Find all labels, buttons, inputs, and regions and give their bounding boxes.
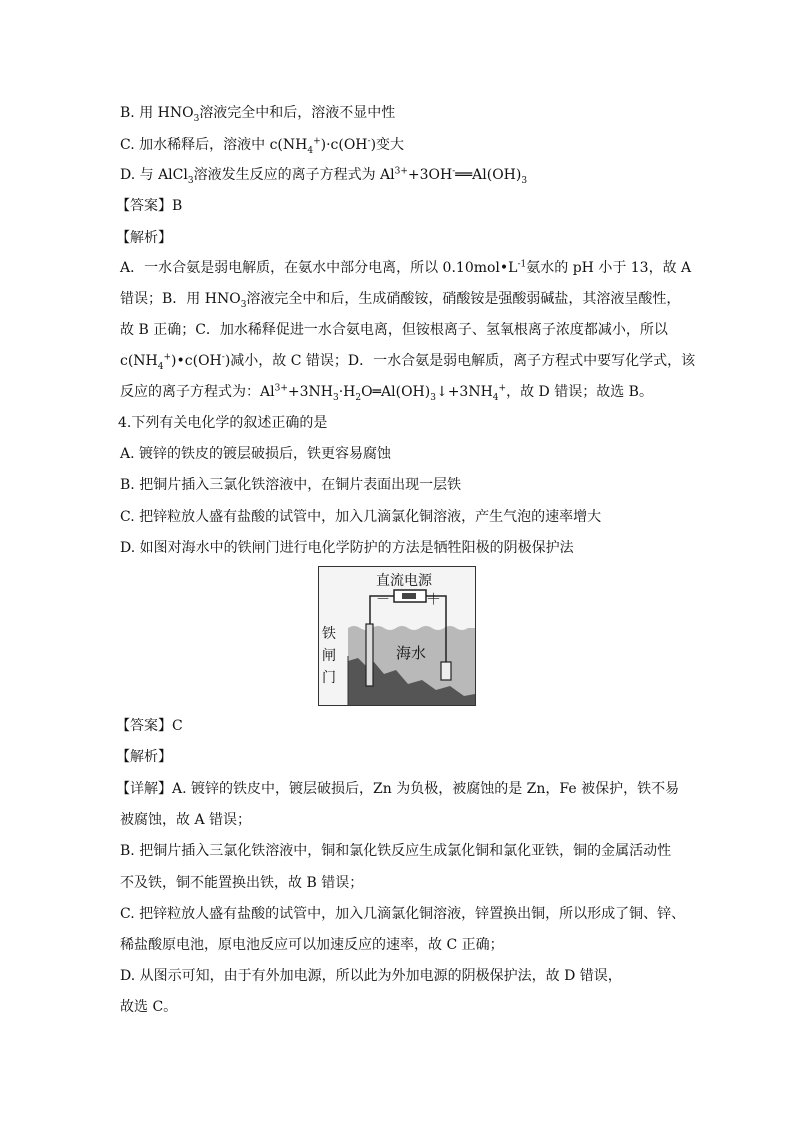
q3-analysis-title: 【解析】 — [116, 230, 172, 246]
q4-analysis-line-1: 【详解】A. 镀锌的铁皮中，镀层破损后，Zn 为负极，被腐蚀的是 Zn，Fe 被保护，铁不易 — [116, 781, 680, 797]
q4-stem: 4.下列有关电化学的叙述正确的是 — [118, 415, 328, 431]
q3-option-b — [120, 103, 395, 123]
q4-answer: 【答案】C — [116, 718, 183, 734]
q3-option-b-text-2: 溶液完全中和后，溶液不显中性 — [199, 105, 396, 121]
q3-analysis-line-5 — [120, 382, 653, 402]
anode-shape — [441, 662, 451, 680]
q4-option-d: D. 如图对海水中的铁闸门进行电化学防护的方法是牺牲阳极的阴极保护法 — [120, 540, 574, 556]
q3-analysis-line-3: 故 B 正确；C．加水稀释促进一水合氨电离，但铵根离子、氢氧根离子浓度都减小，所以 — [120, 322, 668, 338]
superscript: - — [221, 352, 225, 363]
q4-analysis-line-5: C. 把锌粒放人盛有盐酸的试管中，加入几滴氯化铜溶液，锌置换出铜，所以形成了铜、锌、 — [120, 906, 686, 922]
cathodic-protection-figure — [318, 566, 476, 706]
text: O═Al(OH) — [361, 384, 431, 400]
text: 错误；B．用 HNO — [120, 291, 241, 307]
subscript: 2 — [355, 392, 362, 403]
text: ↓+3NH — [435, 384, 493, 400]
subscript: 3 — [240, 299, 247, 310]
sea-label: 海水 — [396, 644, 427, 662]
q3-option-c-text: C. 加水稀释后，溶液中 c(NH — [120, 137, 308, 153]
superscript: - — [452, 166, 456, 177]
q4-option-b: B. 把铜片插入三氯化铁溶液中，在铜片表面出现一层铁 — [120, 477, 462, 493]
q4-analysis-line-8: 故选 C。 — [120, 999, 178, 1015]
text: 溶液完全中和后，生成硝酸铵，硝酸铵是强酸弱碱盐，其溶液呈酸性， — [246, 291, 681, 307]
q3-option-c — [120, 135, 404, 155]
cathodic-protection-diagram — [318, 566, 476, 706]
subscript: 3 — [332, 392, 339, 403]
gate-label-3: 门 — [322, 670, 336, 686]
text: c(NH — [120, 353, 158, 369]
q3-option-c-text-2: )·c(OH — [320, 137, 368, 153]
q3-option-d-text-4: ══Al(OH) — [455, 167, 522, 183]
subscript: 3 — [430, 392, 436, 403]
subscript: 4 — [157, 361, 164, 372]
superscript: + — [163, 352, 172, 363]
q3-option-d — [120, 165, 527, 185]
power-label: 直流电源 — [376, 573, 432, 589]
q3-option-d-text-3: +3OH — [407, 167, 453, 183]
superscript: - — [367, 136, 371, 147]
subscript: 3 — [193, 113, 200, 124]
q3-option-c-text-3: )变大 — [370, 137, 405, 153]
q3-option-d-text-2: 溶液发生反应的离子方程式为 Al — [193, 167, 395, 183]
text: 氨水的 pH 小于 13，故 A — [526, 260, 692, 276]
q3-analysis-line-2 — [120, 289, 680, 309]
q4-analysis-line-4: 不及铁，铜不能置换出铁，故 B 错误； — [120, 875, 364, 891]
text: 反应的离子方程式为：Al — [120, 384, 275, 400]
q4-analysis-line-2: 被腐蚀，故 A 错误； — [120, 812, 252, 828]
superscript: + — [313, 136, 321, 147]
iron-gate-shape — [366, 624, 373, 686]
superscript: -1 — [517, 259, 527, 270]
text: A．一水合氨是弱电解质，在氨水中部分电离，所以 0.10mol•L — [120, 260, 518, 276]
gate-label-1: 铁 — [322, 626, 336, 642]
subscript: 4 — [492, 392, 499, 403]
subscript: 3 — [521, 175, 528, 186]
q3-analysis-line-4 — [120, 351, 695, 371]
text: )•c(OH — [171, 353, 222, 369]
q3-answer: 【答案】B — [116, 198, 183, 214]
plus-label: ＋ — [426, 590, 442, 608]
text: ·H — [338, 384, 356, 400]
text: )减小，故 C 错误；D．一水合氨是弱电解质，离子方程式中要写化学式，该 — [224, 353, 696, 369]
text: ，故 D 错误；故选 B。 — [506, 384, 653, 400]
q4-analysis-line-3: B. 把铜片插入三氯化铁溶液中，铜和氯化铁反应生成氯化铜和氯化亚铁，铜的金属活动性 — [120, 843, 672, 859]
q3-option-d-text: D. 与 AlCl — [120, 167, 188, 183]
subscript: 4 — [307, 145, 314, 156]
q4-analysis-title: 【解析】 — [116, 749, 172, 765]
gate-label-2: 闸 — [322, 648, 336, 664]
minus-label: － — [376, 592, 390, 608]
q4-analysis-line-7: D. 从图示可知，由于有外加电源，所以此为外加电源的阴极保护法，故 D 错误， — [120, 968, 622, 984]
q3-analysis-line-1 — [120, 258, 691, 278]
superscript: 3+ — [394, 166, 408, 177]
q4-option-a: A. 镀锌的铁皮的镀层破损后，铁更容易腐蚀 — [120, 446, 392, 462]
q3-option-b-text: B. 用 HNO — [120, 105, 194, 121]
superscript: + — [498, 383, 507, 394]
q4-analysis-line-6: 稀盐酸原电池，原电池反应可以加速反应的速率，故 C 正确； — [120, 937, 504, 953]
subscript: 3 — [187, 175, 194, 186]
q4-option-c: C. 把锌粒放人盛有盐酸的试管中，加入几滴氯化铜溶液，产生气泡的速率增大 — [120, 509, 602, 525]
superscript: 3+ — [274, 383, 288, 394]
text: +3NH — [287, 384, 333, 400]
